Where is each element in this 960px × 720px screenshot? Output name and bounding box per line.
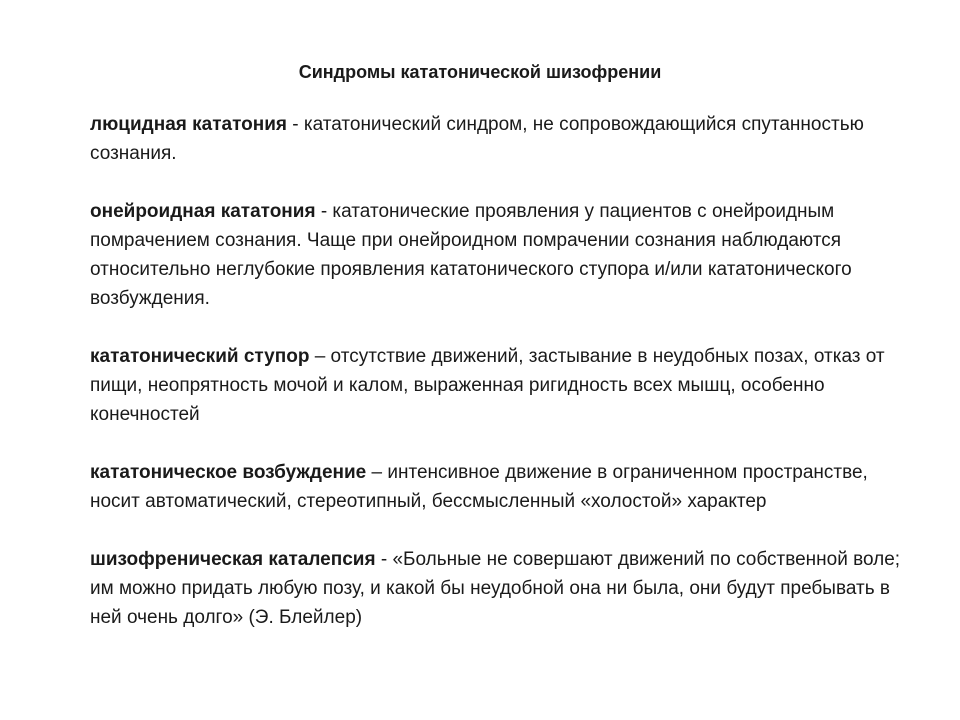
description-schizophrenic-catalepsy: - «Больные не совершают движений по собственной воле; им можно придать любую позу, и какой бы неудобной она ни была, они будут пребывать в ней очень долго» (Э. Блейлер): [90, 549, 901, 628]
definition-catatonic-stupor: [90, 342, 910, 429]
description-catatonic-stupor: – отсутствие движений, застывание в неудобных позах, отказ от пищи, неопрятность мочой и калом, выраженная ригидность всех мышц, особенно конечностей: [90, 346, 885, 425]
definition-lucid-catatonia: [90, 110, 910, 168]
definition-schizophrenic-catalepsy: [90, 545, 910, 632]
term-lucid-catatonia: люцидная кататония: [90, 114, 287, 135]
term-catatonic-stupor: кататонический ступор: [90, 346, 310, 367]
term-catatonic-excitement: кататоническое возбуждение: [90, 462, 367, 483]
definition-list: [90, 110, 910, 661]
term-schizophrenic-catalepsy: шизофреническая каталепсия: [90, 549, 376, 570]
description-lucid-catatonia: - кататонический синдром, не сопровождающийся спутанностью сознания.: [90, 114, 864, 164]
definition-catatonic-excitement: [90, 458, 910, 516]
description-catatonic-excitement: – интенсивное движение в ограниченном пространстве, носит автоматический, стереотипный, бессмысленный «холостой» характер: [90, 462, 868, 512]
description-oneiroid-catatonia: - кататонические проявления у пациентов с онейроидным помрачением сознания. Чаще при онейроидном помрачении сознания наблюдаются относительно неглубокие проявления кататонического ступора и/или кататонического возбуждения.: [90, 201, 852, 309]
slide-title: Синдромы кататонической шизофрении: [298, 62, 662, 82]
definition-oneiroid-catatonia: [90, 197, 910, 313]
term-oneiroid-catatonia: онейроидная кататония: [90, 201, 316, 222]
